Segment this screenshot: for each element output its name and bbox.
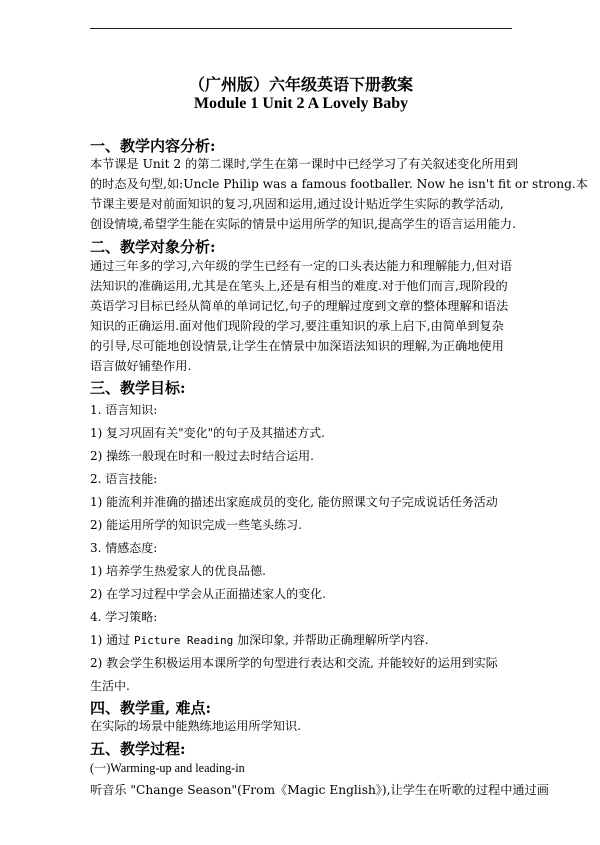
objective-item: 2) 能运用所学的知识完成一些笔头练习.	[90, 518, 302, 532]
section-2-line: 的引导,尽可能地创设情景,让学生在情景中加深语法知识的理解,为正确地使用	[90, 339, 504, 353]
objective-text: 加深印象, 并帮助正确理解所学内容.	[233, 633, 429, 647]
section-2-line: 知识的正确运用.面对他们现阶段的学习,要注重知识的承上启下,由简单到复杂	[90, 319, 504, 333]
section-1-line: 节课主要是对前面知识的复习,巩固和运用,通过设计贴近学生实际的教学活动,	[90, 197, 504, 211]
section-5-subheading: (一)Warming-up and leading-in	[90, 761, 245, 775]
section-1-line: 创设情境,希望学生能在实际的情景中运用所学的知识,提高学生的语言运用能力.	[90, 217, 516, 231]
objective-item-picture-reading	[90, 631, 429, 648]
section-2-line: 英语学习目标已经从简单的单词记忆,句子的理解过度到文章的整体理解和语法	[90, 299, 509, 313]
section-1-line: 的时态及句型,如:Uncle Philip was a famous footballer. Now he isn't fit or strong.本	[90, 177, 588, 191]
section-2-line: 语言做好铺垫作用.	[90, 359, 192, 373]
section-2-line: 通过三年多的学习,六年级的学生已经有一定的口头表达能力和理解能力,但对语	[90, 259, 513, 273]
picture-reading-term: Picture Reading	[133, 634, 234, 647]
objective-item: 2) 操练一般现在时和一般过去时结合运用.	[90, 449, 314, 463]
document-title-cn: （广州版）六年级英语下册教案	[188, 75, 413, 94]
objective-item: 1) 能流利并准确的描述出家庭成员的变化, 能仿照课文句子完成说话任务活动	[90, 495, 498, 509]
objective-item: 生活中.	[90, 679, 130, 693]
objective-item: 2. 语言技能:	[90, 472, 158, 486]
objective-item: 4. 学习策略:	[90, 610, 158, 624]
objective-item: 2) 教会学生积极运用本课所学的句型进行表达和交流, 并能较好的运用到实际	[90, 656, 498, 670]
document-title-en: Module 1 Unit 2 A Lovely Baby	[193, 95, 409, 112]
header-rule	[90, 28, 512, 29]
section-5-heading: 五、教学过程:	[90, 740, 186, 758]
objective-text: 1) 通过	[90, 633, 134, 647]
section-1-heading: 一、教学内容分析:	[90, 137, 216, 155]
section-2-line: 法知识的准确运用,尤其是在笔头上,还是有相当的难度.对于他们而言,现阶段的	[90, 279, 508, 293]
section-3-heading: 三、教学目标:	[90, 379, 186, 397]
objective-item: 1. 语言知识:	[90, 403, 158, 417]
section-5-text: 听音乐 "Change Season"(From《Magic English》),让学生在听歌的过程中通过画	[90, 783, 549, 797]
section-4-text: 在实际的场景中能熟练地运用所学知识.	[90, 719, 302, 733]
objective-item: 3. 情感态度:	[90, 541, 158, 555]
section-2-heading: 二、教学对象分析:	[90, 238, 216, 256]
section-1-line: 本节课是 Unit 2 的第二课时,学生在第一课时中已经学习了有关叙述变化所用到	[90, 157, 518, 171]
section-4-heading: 四、教学重, 难点:	[90, 699, 211, 717]
objective-item: 1) 复习巩固有关"变化"的句子及其描述方式.	[90, 426, 325, 440]
objective-item: 2) 在学习过程中学会从正面描述家人的变化.	[90, 587, 326, 601]
objective-item: 1) 培养学生热爱家人的优良品德.	[90, 564, 266, 578]
